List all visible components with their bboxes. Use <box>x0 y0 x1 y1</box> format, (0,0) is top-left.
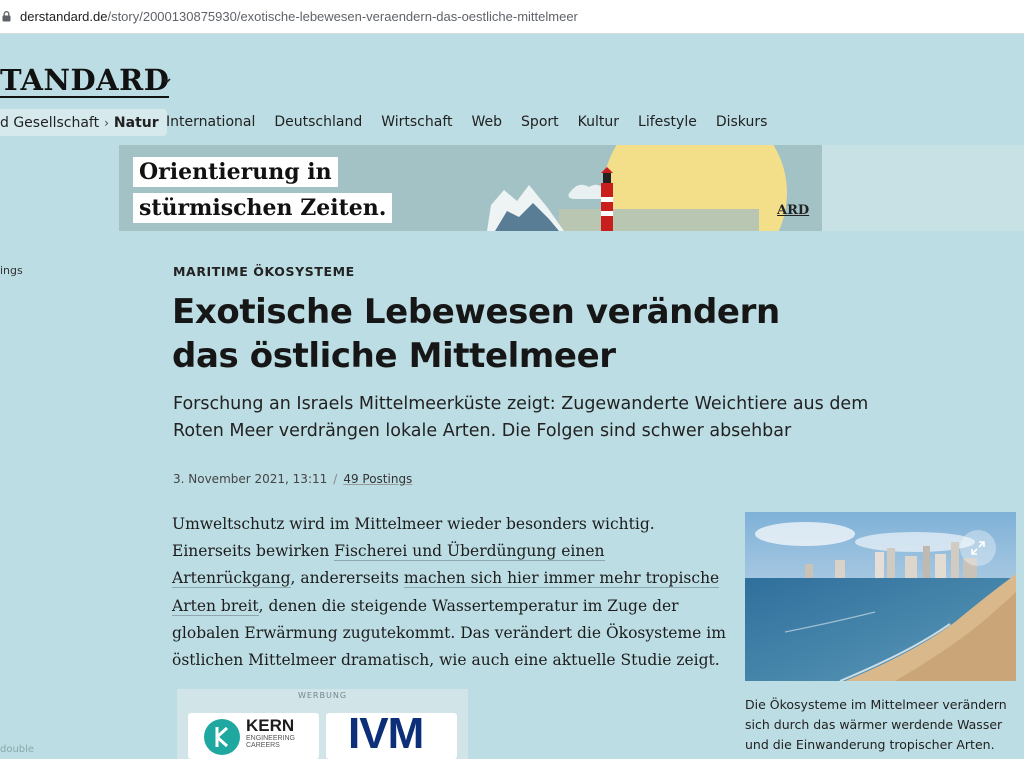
sidebar-postings-link[interactable]: ings <box>0 264 23 277</box>
ad-label: WERBUNG <box>297 691 348 700</box>
kern-brand: KERN <box>246 716 295 735</box>
url-host: derstandard.de <box>20 9 108 24</box>
nav-item-wirtschaft[interactable]: Wirtschaft <box>381 114 453 130</box>
breadcrumb-parent[interactable]: d Gesellschaft <box>0 114 100 131</box>
nav-item-international[interactable]: International <box>166 114 256 130</box>
article-title: Exotische Lebewesen verändern das östliche Mittelmeer <box>172 292 780 376</box>
banner-brand: ARD <box>777 203 810 218</box>
nav-item-lifestyle[interactable]: Lifestyle <box>638 114 697 130</box>
ad-card-kern[interactable] <box>188 713 319 759</box>
nav-item-diskurs[interactable]: Diskurs <box>715 114 768 130</box>
breadcrumb <box>0 109 167 136</box>
address-bar[interactable] <box>0 0 1024 34</box>
banner-ad[interactable] <box>119 145 822 231</box>
kern-logo-icon <box>202 717 242 757</box>
expand-icon <box>969 539 987 557</box>
image-caption: Die Ökosysteme im Mittelmeer verändern sich durch das wärmer werdende Wasser und die Einwanderung tropischer Arten. <box>745 697 1007 752</box>
article-body-paragraph <box>172 511 732 674</box>
banner-side-strip <box>822 145 1024 231</box>
article-lead: Forschung an Israels Mittelmeerküste zeigt: Zugewanderte Weichtiere aus dem Roten Meer verdrängen lokale Arten. Die Folgen sind schwer absehbar <box>173 394 869 441</box>
kern-subtitle-line2: CAREERS <box>246 742 280 749</box>
nav-item-sport[interactable]: Sport <box>521 114 559 130</box>
url-path: /story/2000130875930/exotische-lebewesen-veraendern-das-oestliche-mittelmeer <box>107 9 578 24</box>
article-meta <box>173 472 412 486</box>
expand-image-button[interactable] <box>960 530 996 566</box>
ad-card-ivm[interactable] <box>326 709 457 759</box>
article-date: 3. November 2021, 13:11 <box>173 472 328 486</box>
nav-item-web[interactable]: Web <box>471 114 503 130</box>
breadcrumb-separator: › <box>104 115 109 130</box>
site-logo[interactable]: TANDARD <box>0 63 170 97</box>
body-link-tropische-arten[interactable]: machen sich hier immer mehr tropische Arten breit <box>172 569 720 615</box>
chevron-down-icon[interactable] <box>161 76 173 86</box>
advertisement[interactable] <box>177 689 468 759</box>
meta-separator: / <box>333 472 338 486</box>
nav-item-kultur[interactable]: Kultur <box>577 114 620 130</box>
sidebar-bottom-text: double <box>0 744 35 755</box>
body-text: , denen die steigende Wassertemperatur im Zuge der globalen Erwärmung zugutekommt. Das verändert die Ökosysteme im östlichen Mittelmeer dramatisch, wie auch eine aktuelle Studie zeigt. <box>172 596 726 670</box>
lock-icon <box>2 11 11 22</box>
kern-subtitle <box>246 735 295 749</box>
kern-subtitle-line1: ENGINEERING <box>246 735 296 742</box>
main-nav <box>166 114 786 130</box>
banner-headline-line2: stürmischen Zeiten. <box>133 193 392 223</box>
url-text[interactable] <box>20 9 578 24</box>
postings-link[interactable]: 49 Postings <box>343 472 413 486</box>
body-link-fischerei[interactable]: Fischerei und Überdüngung einen Artenrückgang <box>172 542 605 588</box>
ivm-brand: IVM <box>348 709 424 758</box>
article-kicker: MARITIME ÖKOSYSTEME <box>173 264 355 279</box>
banner-headline-line1: Orientierung in <box>133 157 338 187</box>
body-text: Umweltschutz wird im Mittelmeer wieder besonders wichtig. Einerseits bewirken <box>172 515 655 561</box>
breadcrumb-current[interactable]: Natur <box>113 114 159 131</box>
nav-item-deutschland[interactable]: Deutschland <box>274 114 363 130</box>
body-text: , andererseits <box>290 569 404 588</box>
